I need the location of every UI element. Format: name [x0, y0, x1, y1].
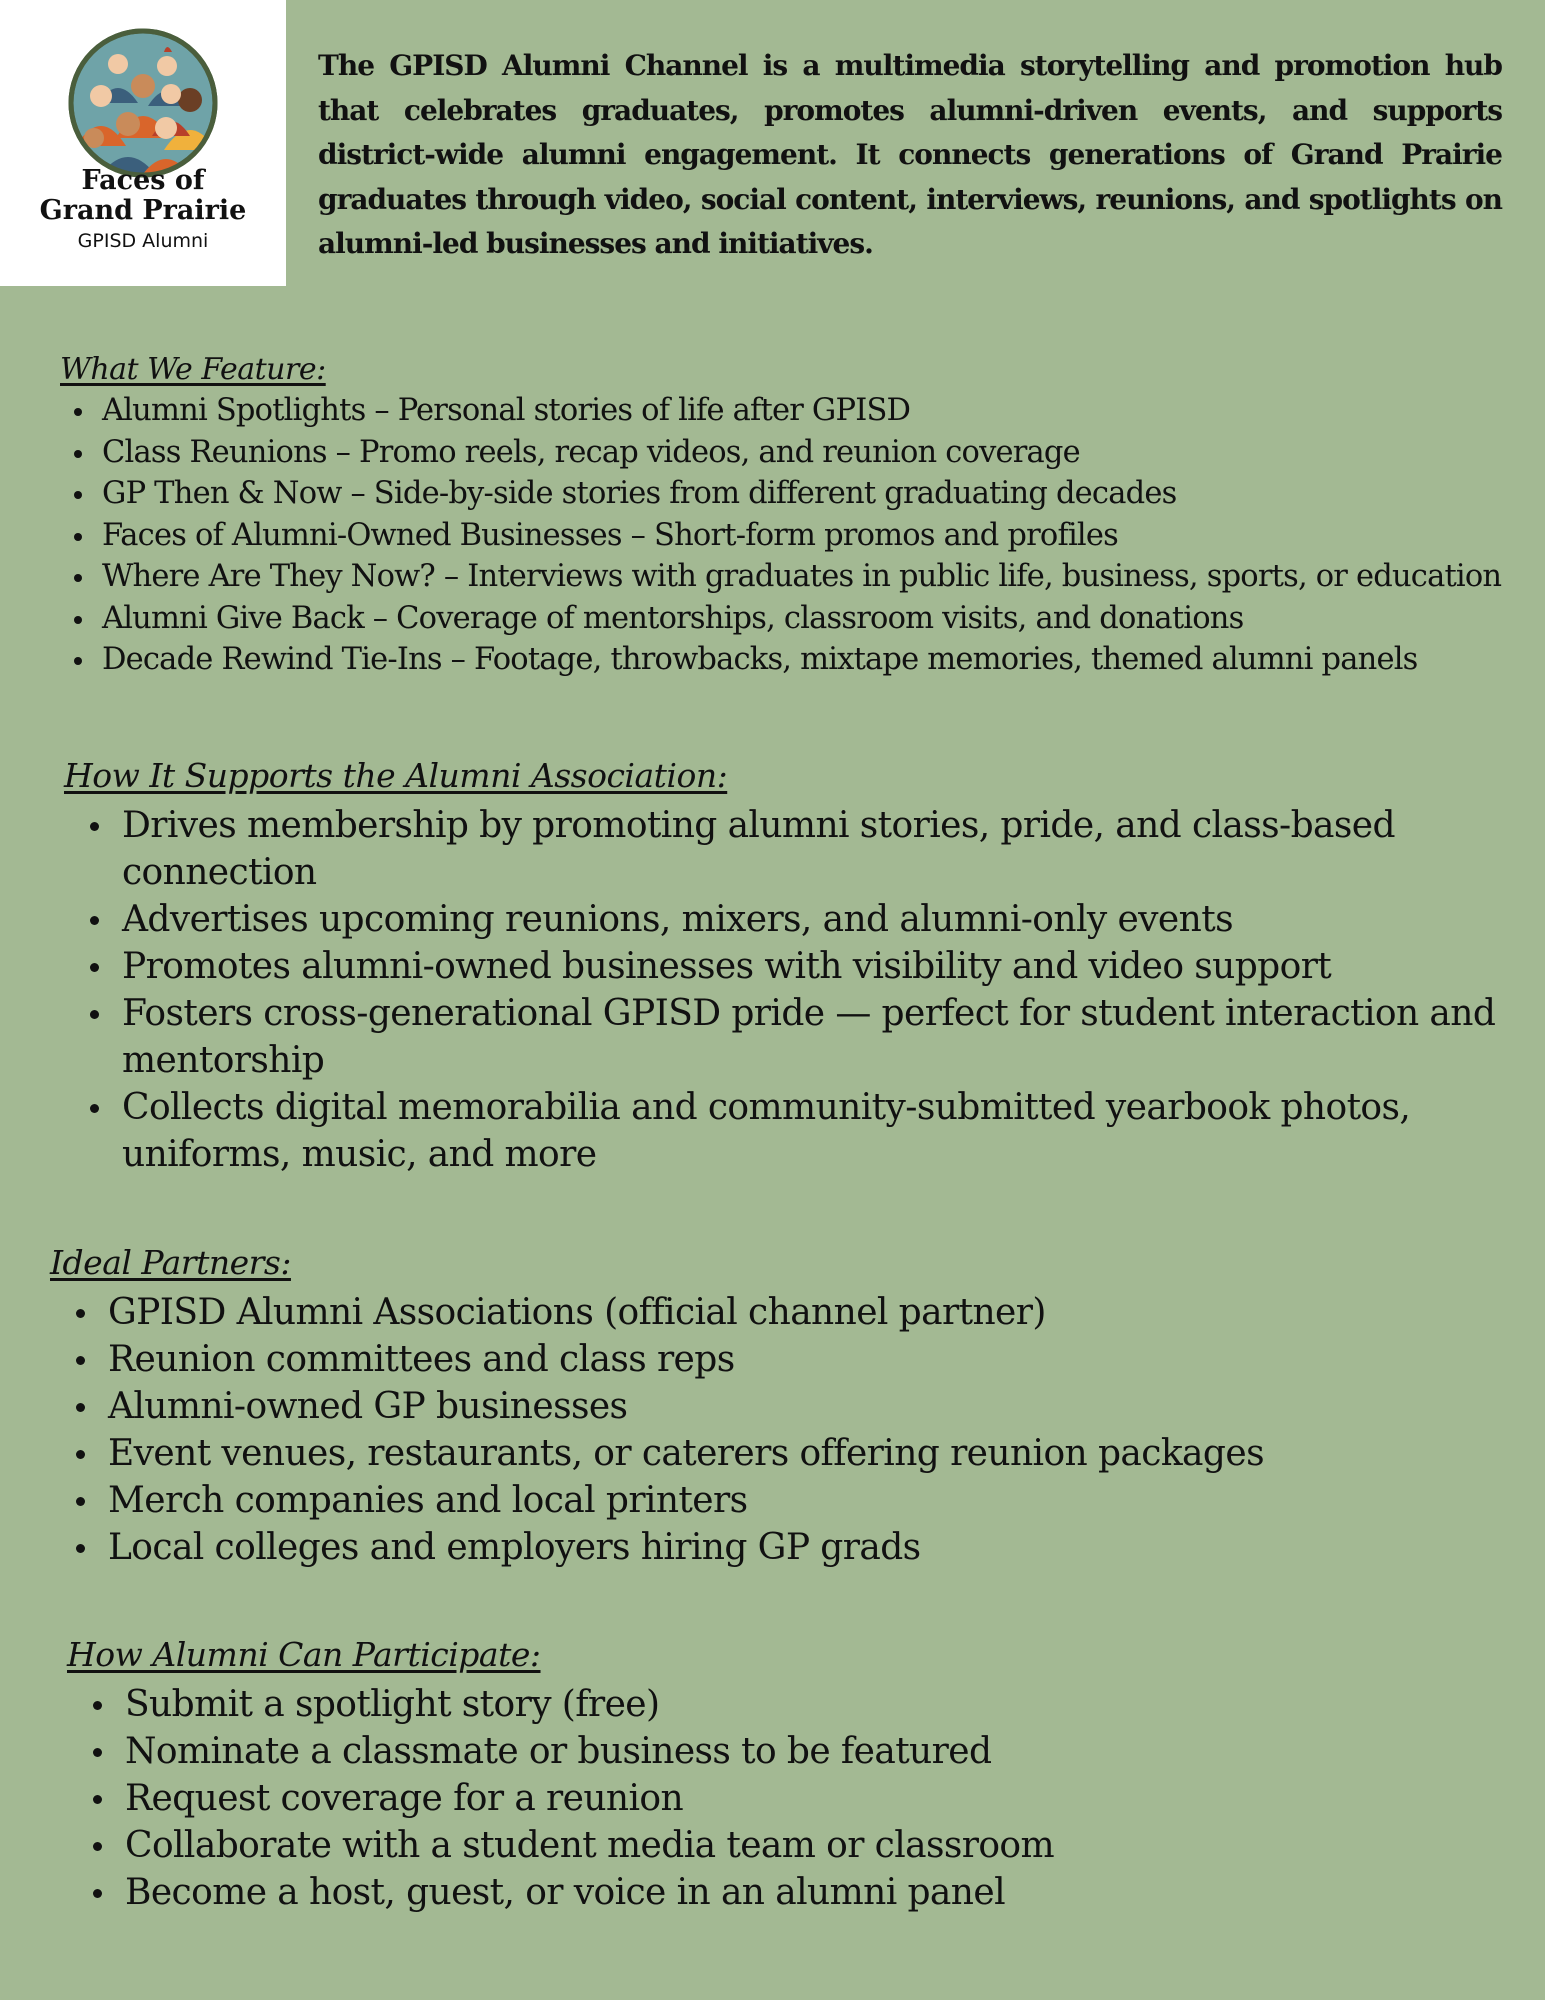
supports-section: [64, 754, 1534, 1178]
logo: [0, 0, 286, 286]
list-item: Drives membership by promoting alumni stories, pride, and class-based connection: [122, 802, 1534, 896]
list-item: Alumni Give Back – Coverage of mentorships, classroom visits, and donations: [102, 598, 1542, 640]
logo-subtitle: GPISD Alumni: [77, 230, 209, 252]
list-item: Collaborate with a student media team or classroom: [125, 1822, 1537, 1869]
features-list: [52, 390, 1542, 681]
list-item: Advertises upcoming reunions, mixers, and alumni-only events: [122, 896, 1534, 943]
list-item: Fosters cross-generational GPISD pride — perfect for student interaction and mentorship: [122, 990, 1534, 1084]
list-item: Submit a spotlight story (free): [125, 1681, 1537, 1728]
list-item: Merch companies and local printers: [108, 1477, 1520, 1524]
participate-list: [67, 1681, 1537, 1916]
features-section: [52, 350, 1542, 681]
list-item: Alumni-owned GP businesses: [108, 1383, 1520, 1430]
list-item: Faces of Alumni-Owned Businesses – Short-form promos and profiles: [102, 515, 1542, 557]
logo-title-line2: Grand Prairie: [39, 195, 247, 226]
list-item: GPISD Alumni Associations (official channel partner): [108, 1289, 1520, 1336]
list-item: Collects digital memorabilia and community-submitted yearbook photos, uniforms, music, and more: [122, 1084, 1534, 1178]
list-item: Become a host, guest, or voice in an alumni panel: [125, 1869, 1537, 1916]
list-item: Event venues, restaurants, or caterers offering reunion packages: [108, 1430, 1520, 1477]
list-item: Nominate a classmate or business to be featured: [125, 1728, 1537, 1775]
list-item: Local colleges and employers hiring GP grads: [108, 1524, 1520, 1571]
list-item: Decade Rewind Tie-Ins – Footage, throwbacks, mixtape memories, themed alumni panels: [102, 639, 1542, 681]
supports-heading: How It Supports the Alumni Association:: [64, 756, 728, 795]
participate-section: [67, 1633, 1537, 1916]
features-heading: What We Feature:: [60, 352, 326, 387]
list-item: Reunion committees and class reps: [108, 1336, 1520, 1383]
logo-title-line1: Faces of: [81, 165, 205, 196]
list-item: Request coverage for a reunion: [125, 1775, 1537, 1822]
partners-section: [50, 1241, 1520, 1571]
partners-heading: Ideal Partners:: [50, 1243, 291, 1282]
list-item: Where Are They Now? – Interviews with graduates in public life, business, sports, or education: [102, 556, 1542, 598]
participate-heading: How Alumni Can Participate:: [67, 1635, 541, 1674]
intro-paragraph: The GPISD Alumni Channel is a multimedia storytelling and promotion hub that celebrates graduates, promotes alumni-driven events, and supports district-wide alumni engagement. It connects generations of Grand Prairie graduates through video, social content, interviews, reunions, and spotlights on alumni-led businesses and initiatives.: [318, 49, 1502, 260]
list-item: Promotes alumni-owned businesses with visibility and video support: [122, 943, 1534, 990]
supports-list: [64, 802, 1534, 1178]
partners-list: [50, 1289, 1520, 1571]
list-item: Alumni Spotlights – Personal stories of life after GPISD: [102, 390, 1542, 432]
faces-group-icon: [68, 28, 218, 178]
list-item: GP Then & Now – Side-by-side stories from different graduating decades: [102, 473, 1542, 515]
list-item: Class Reunions – Promo reels, recap videos, and reunion coverage: [102, 432, 1542, 474]
